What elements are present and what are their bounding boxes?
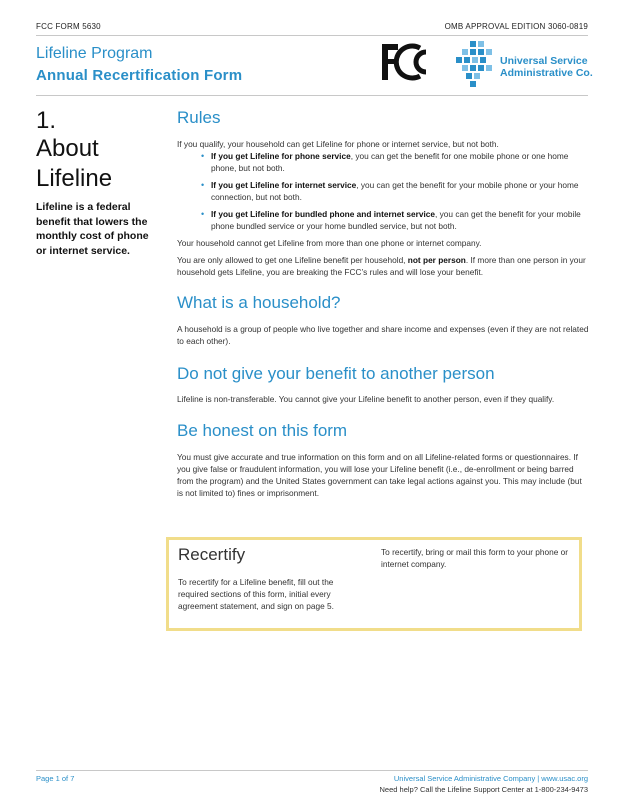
rule-bold: If you get Lifeline for bundled phone and internet service [211,209,436,219]
household-text: A household is a group of people who live together and share income and expenses (even if they are not related to each other). [177,324,589,346]
rules-paragraph-3 [177,254,589,278]
usac-logo-line1: Universal Service [500,55,588,67]
rules-list-block [177,150,589,237]
no-give-text: Lifeline is non-transferable. You cannot give your Lifeline benefit to another person, even if they qualify. [177,394,555,404]
honest-heading: Be honest on this form [177,421,348,440]
footer-company-link[interactable]: Universal Service Administrative Company | www.usac.org [393,774,588,783]
usac-logo-text [500,55,593,79]
rules-heading: Rules [177,108,221,127]
recertify-instructions: To recertify for a Lifeline benefit, fill out the required sections of this form, initial every agreement statement, and sign on page 5. [178,577,334,611]
header-divider [36,35,588,36]
recertify-delivery: To recertify, bring or mail this form to your phone or internet company. [381,547,569,569]
rules-paragraph-2: Your household cannot get Lifeline from more than one phone or internet company. [177,238,482,248]
rules-p3-end: . If more than one person in your household gets Lifeline, you are breaking the FCC’s rules and will lose your benefit. [177,255,586,277]
honest-text: You must give accurate and true information on this form and on all Lifeline-related forms or questionnaires. If you give false or fraudulent information, you will lose your Lifeline benefit (i.e., de-enrollment or being barred from the program) and the United States government can take legal actions against you. This may include (but is not limited to) fines or imprisonment. [177,452,582,498]
rule-text: , you can get the benefit for your mobile phone or your home connection, but not both. [211,180,579,202]
form-title: Annual Recertification Form [36,67,243,84]
footer-help: Need help? Call the Lifeline Support Center at 1-800-234-9473 [379,785,588,794]
usac-grid-icon [454,39,498,91]
program-title: Lifeline Program [36,45,153,62]
omb-approval: OMB APPROVAL EDITION 3060-0819 [444,22,588,31]
recertify-title: Recertify [178,545,246,564]
section-title: About Lifeline [36,135,113,192]
section-number: 1. [36,107,57,134]
rules-list-item [177,179,589,203]
usac-logo-line2: Administrative Co. [500,67,593,79]
rule-bold: If you get Lifeline for phone service [211,151,351,161]
title-divider [36,95,588,96]
fcc-logo [380,40,432,84]
rules-lead: If you qualify, your household can get Lifeline for phone or internet service, but not both. [177,139,499,149]
rules-p3-bold: not per person [407,255,466,265]
form-code: FCC FORM 5630 [36,22,101,31]
rules-p3-start: You are only allowed to get one Lifeline benefit per household, [177,255,408,265]
rule-bold: If you get Lifeline for internet service [211,180,357,190]
footer-divider [36,770,588,771]
rule-text: , you can get the benefit for one mobile phone or one home phone, but not both. [211,151,569,173]
no-give-heading: Do not give your benefit to another person [177,364,495,383]
rules-list-item [177,208,589,232]
household-heading: What is a household? [177,293,341,312]
page-number: Page 1 of 7 [36,774,75,783]
rules-list [177,150,589,232]
rules-list-item [177,150,589,174]
rule-text: , you can get the benefit for your mobile phone bundled service or your home bundled service, but not both. [211,209,581,231]
section-intro: Lifeline is a federal benefit that lowers the monthly cost of phone or internet service. [36,201,149,257]
